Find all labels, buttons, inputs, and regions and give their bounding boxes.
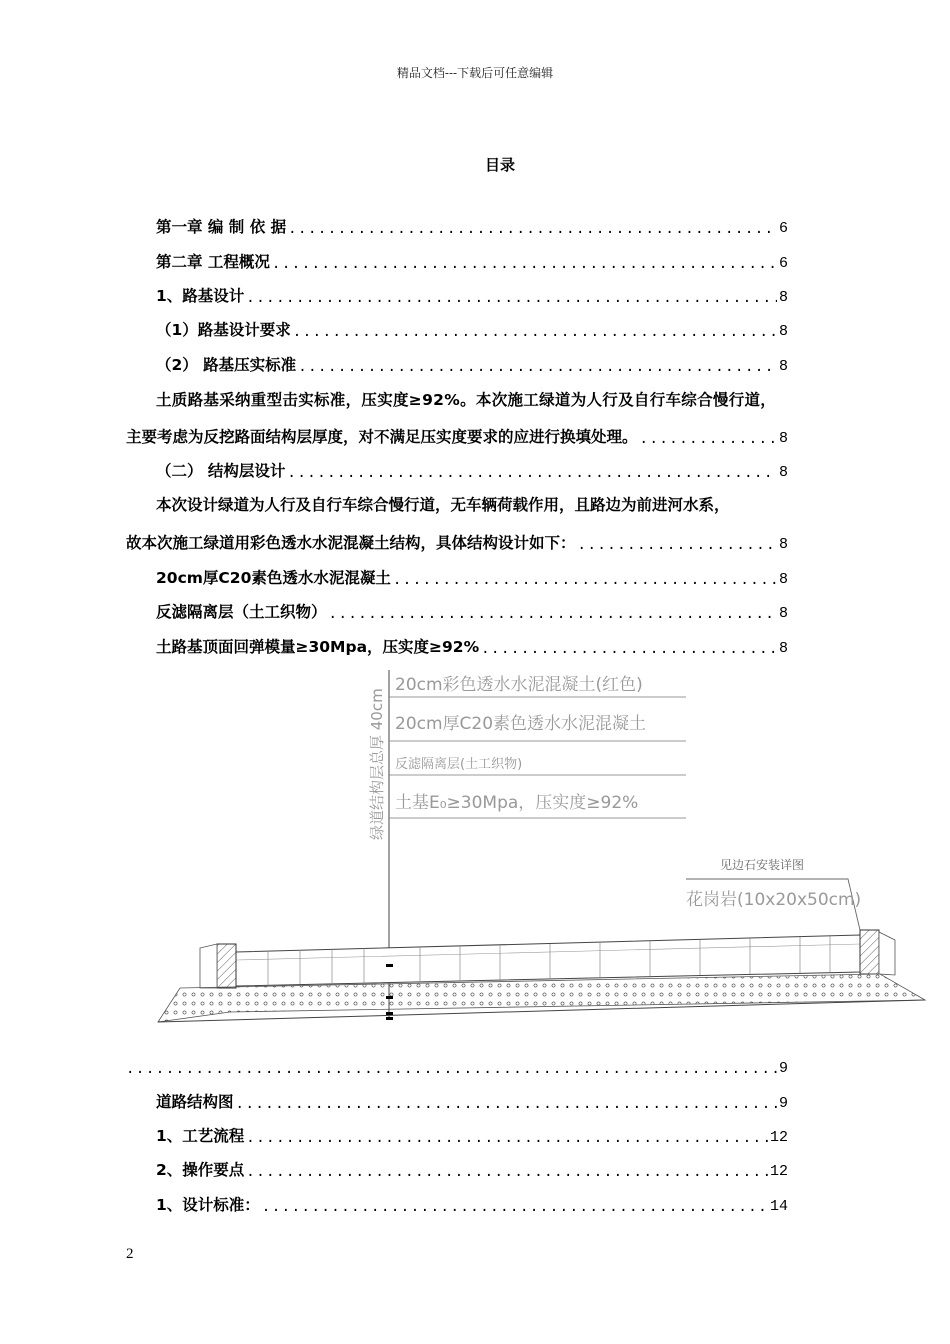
layer-label: 20cm彩色透水水泥混凝土(红色) bbox=[395, 675, 643, 695]
page-number: 2 bbox=[126, 1246, 134, 1262]
toc-entry[interactable] bbox=[126, 1053, 788, 1077]
toc-entry-page: 12 bbox=[769, 1129, 788, 1146]
toc-entry[interactable] bbox=[156, 1088, 788, 1112]
toc-entry-text: 第二章 工程概况 bbox=[156, 253, 270, 271]
toc-entry-text: 道路结构图 bbox=[156, 1093, 234, 1111]
curb-spec: 花岗岩(10x20x50cm) bbox=[686, 890, 862, 910]
toc-entry[interactable] bbox=[156, 1191, 788, 1215]
toc-entry-page: 8 bbox=[778, 289, 788, 306]
toc-entry-text: （1）路基设计要求 bbox=[156, 321, 291, 339]
page-header: 精品文档---下载后可任意编辑 bbox=[396, 66, 554, 80]
toc-entry-text: 1、工艺流程 bbox=[156, 1127, 245, 1145]
toc-entry-text: 20cm厚C20素色透水水泥混凝土 bbox=[156, 569, 391, 587]
toc-title: 目录 bbox=[484, 156, 515, 174]
toc-entry-text: 反滤隔离层（土工织物） bbox=[156, 603, 327, 621]
toc-entry-text: 土路基顶面回弹模量≥30Mpa，压实度≥92% bbox=[156, 638, 480, 656]
toc-entry-text: （二） 结构层设计 bbox=[156, 462, 286, 480]
toc-entry-page: 14 bbox=[769, 1198, 788, 1215]
toc-entry[interactable] bbox=[156, 1122, 788, 1146]
curb-title: 见边石安装详图 bbox=[720, 858, 805, 872]
paragraph-line: 本次设计绿道为人行及自行车综合慢行道，无车辆荷载作用，且路边为前进河水系， bbox=[156, 496, 730, 514]
toc-entry-page: 8 bbox=[778, 358, 788, 375]
toc-entry-page: 8 bbox=[778, 571, 788, 588]
toc-entry-text: 1、设计标准： bbox=[156, 1196, 260, 1214]
layer-label: 反滤隔离层(土工织物) bbox=[395, 757, 523, 772]
toc-entry-page: 8 bbox=[778, 640, 788, 657]
total-thickness-label: 绿道结构层总厚 40cm bbox=[368, 688, 386, 840]
toc-entry-text: 1、路基设计 bbox=[156, 287, 245, 305]
toc-entry-text: 故本次施工绿道用彩色透水水泥混凝土结构，具体结构设计如下： bbox=[126, 534, 576, 552]
layer-label: 土基E₀≥30Mpa，压实度≥92% bbox=[395, 793, 639, 813]
paragraph-line: 土质路基采纳重型击实标准，压实度≥92%。本次施工绿道为人行及自行车综合慢行道， bbox=[156, 391, 777, 409]
toc-entry-page: 8 bbox=[778, 536, 788, 553]
toc-entry-text: 主要考虑为反挖路面结构层厚度，对不满足压实度要求的应进行换填处理。 bbox=[126, 428, 638, 446]
toc-entry-text: 2、操作要点 bbox=[156, 1161, 245, 1179]
toc-entry-text: （2） 路基压实标准 bbox=[156, 356, 297, 374]
toc-entry-text: 第一章 编 制 依 据 bbox=[156, 218, 287, 236]
layer-label: 20cm厚C20素色透水水泥混凝土 bbox=[395, 714, 647, 734]
toc-entry-page: 12 bbox=[769, 1163, 788, 1180]
toc-entry-page: 9 bbox=[778, 1095, 788, 1112]
toc-entry-page: 9 bbox=[778, 1060, 788, 1077]
toc-entry-page: 8 bbox=[778, 464, 788, 481]
toc-entry-page: 8 bbox=[778, 430, 788, 447]
toc-entry-page: 8 bbox=[778, 323, 788, 340]
toc-entry-page: 6 bbox=[778, 255, 788, 272]
toc-entry-page: 8 bbox=[778, 605, 788, 622]
toc-entry[interactable] bbox=[156, 1156, 788, 1180]
toc-entry-page: 6 bbox=[778, 220, 788, 237]
